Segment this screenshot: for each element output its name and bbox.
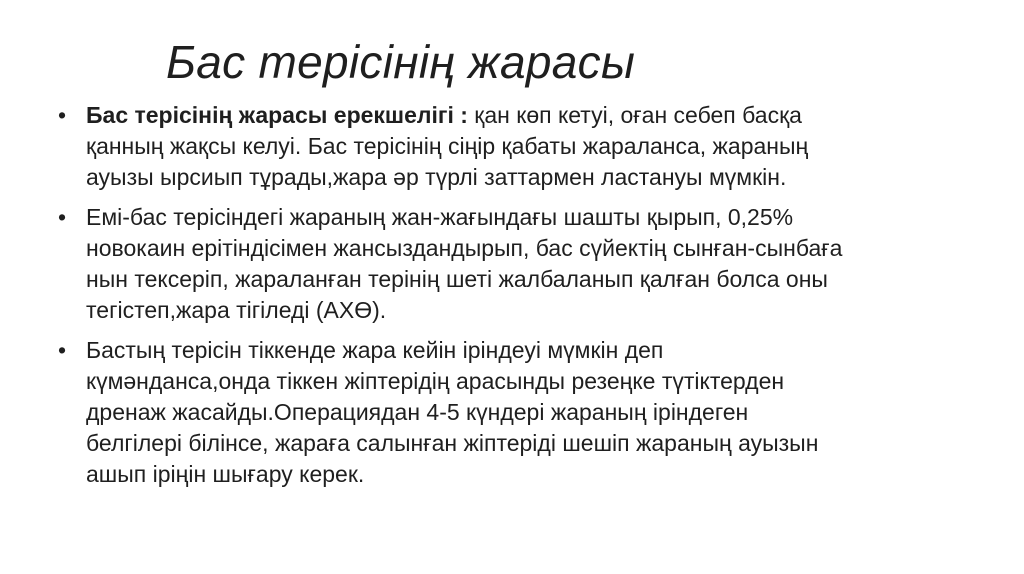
bullet-line: нын тексеріп, жараланған терінің шеті жалбаланып қалған болса оны bbox=[86, 266, 828, 292]
bullet-dot-icon: • bbox=[58, 337, 67, 363]
bullet-line: Бастың терісін тіккенде жара кейін іріндеуі мүмкін деп bbox=[86, 337, 664, 363]
bullet-line: новокаин ерітіндісімен жансыздандырып, бас сүйектің сынған-сынбаға bbox=[86, 235, 843, 261]
slide-title: Бас терісінің жарасы bbox=[166, 36, 636, 88]
bullet-line: дренаж жасайды.Операциядан 4-5 күндері жараның іріндеген bbox=[86, 399, 749, 425]
bullet-item-3 bbox=[56, 335, 996, 490]
bullet-dot-icon: • bbox=[58, 102, 67, 128]
bullet-line: қан көп кетуі, оған себеп басқа bbox=[467, 102, 802, 128]
bullet-line: қанның жақсы келуі. Бас терісінің сіңір қабаты жараланса, жараның bbox=[86, 133, 809, 159]
bullet-line: белгілері білінсе, жараға салынған жіптеріді шешіп жараның ауызын bbox=[86, 430, 819, 456]
bullet-line: күмәнданса,онда тіккен жіптерідің арасынды резеңке түтіктерден bbox=[86, 368, 785, 394]
bullet-text bbox=[86, 202, 996, 326]
bullet-text bbox=[86, 100, 996, 193]
bullet-line: ауызы ырсиып тұрады,жара әр түрлі заттармен ластануы мүмкін. bbox=[86, 164, 787, 190]
bullet-item-1 bbox=[56, 100, 996, 193]
bullet-item-2 bbox=[56, 202, 996, 326]
bullet-line: тегістеп,жара тігіледі (АХӨ). bbox=[86, 297, 387, 323]
bullet-lead-bold: Бас терісінің жарасы ерекшелігі : bbox=[86, 102, 468, 128]
bullet-text bbox=[86, 335, 996, 490]
bullet-line: ашып іріңін шығару керек. bbox=[86, 461, 365, 487]
bullet-list bbox=[56, 100, 996, 499]
bullet-line: Емі-бас терісіндегі жараның жан-жағындағы шашты қырып, 0,25% bbox=[86, 204, 794, 230]
bullet-dot-icon: • bbox=[58, 204, 67, 230]
